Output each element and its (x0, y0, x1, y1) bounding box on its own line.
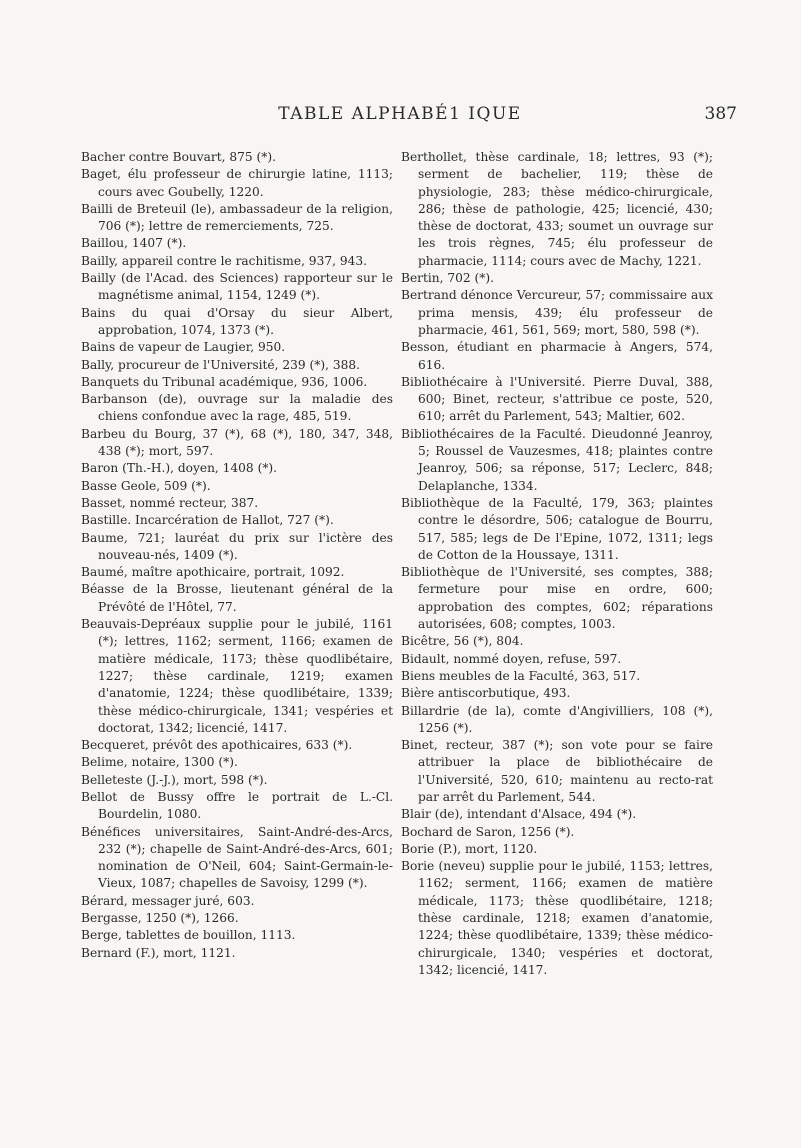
index-entry: Becqueret, prévôt des apothicaires, 633 (*). (81, 738, 353, 753)
page-number: 387 (704, 104, 737, 124)
index-entry: Bibliothécaire à l'Université. Pierre Duval, 388, 600; Binet, recteur, s'attribue ce poste, 520, 610; arrêt du Parlement, 543; Maltier, 602. (401, 374, 713, 424)
index-entry: Barbanson (de), ouvrage sur la maladie des chiens confondue avec la rage, 485, 519. (81, 392, 393, 424)
index-entry: Basse Geole, 509 (*). (81, 478, 211, 493)
index-entry: Bastille. Incarcération de Hallot, 727 (*). (81, 513, 334, 528)
index-entry: Bénéfices universitaires, Saint-André-des-Arcs, 232 (*); chapelle de Saint-André-des-Arcs, 601; nomination de O'Neil, 604; Saint-Germain-le-Vieux, 1087; chapelles de Savoisy, 1299 (*). (81, 824, 393, 891)
right-column (401, 149, 713, 979)
index-entry: Bière antiscorbutique, 493. (401, 686, 571, 701)
page-header (0, 104, 801, 128)
index-entry: Borie (P.), mort, 1120. (401, 841, 538, 856)
left-column (81, 149, 393, 962)
index-entry: Bergasse, 1250 (*), 1266. (81, 911, 239, 926)
index-entry: Binet, recteur, 387 (*); son vote pour se faire attribuer la place de bibliothécaire de l'Université, 520, 610; maintenu au recto-rat par arrêt du Parlement, 544. (401, 738, 713, 804)
index-entry: Bellot de Bussy offre le portrait de L.-Cl. Bourdelin, 1080. (81, 789, 393, 822)
index-entry: Baumé, maître apothicaire, portrait, 1092. (81, 565, 345, 580)
index-entry: Bertrand dénonce Vercureur, 57; commissaire aux prima mensis, 439; élu professeur de pharmacie, 461, 561, 569; mort, 580, 598 (*). (401, 288, 713, 337)
index-entry: Beauvais-Depréaux supplie pour le jubilé, 1161 (*); lettres, 1162; serment, 1166; examen de matière médicale, 1173; thèse quodlibétaire, 1227; thèse cardinale, 1219; examen d'anatomie, 1224; thèse quodlibétaire, 1339; thèse médico-chirurgicale, 1341; vespéries et doctorat, 1342; licencié, 1417. (81, 617, 393, 735)
index-entry: Bacher contre Bouvart, 875 (*). (81, 150, 277, 164)
index-entry: Baron (Th.-H.), doyen, 1408 (*). (81, 461, 278, 476)
index-entry: Bibliothèque de l'Université, ses comptes, 388; fermeture pour mise en ordre, 600; approbation des comptes, 602; réparations autorisées, 608; comptes, 1003. (401, 565, 713, 632)
index-entry: Bernard (F.), mort, 1121. (81, 945, 236, 960)
index-entry: Béasse de la Brosse, lieutenant général de la Prévôté de l'Hôtel, 77. (81, 582, 393, 614)
index-entry: Borie (neveu) supplie pour le jubilé, 1153; lettres, 1162; serment, 1166; examen de matière médicale, 1173; thèse quodlibétaire, 1218; thèse cardinale, 1218; examen d'anatomie, 1224; thèse quodlibétaire, 1339; thèse médico-chirurgicale, 1340; vespéries et doctorat, 1342; licencié, 1417. (401, 859, 713, 977)
index-entry: Bibliothécaires de la Faculté. Dieudonné Jeanroy, 5; Roussel de Vauzesmes, 418; plaintes contre Jeanroy, 506; sa réponse, 517; Leclerc, 848; Delaplanche, 1334. (401, 426, 713, 493)
index-entry: Berge, tablettes de bouillon, 1113. (81, 928, 296, 943)
index-entry: Billardrie (de la), comte d'Angivilliers, 108 (*), 1256 (*). (401, 703, 713, 735)
index-entry: Belleteste (J.-J.), mort, 598 (*). (81, 772, 268, 787)
index-entry: Bicêtre, 56 (*), 804. (401, 634, 524, 649)
index-entry: Bailli de Breteuil (le), ambassadeur de la religion, 706 (*); lettre de remerciements, 725. (81, 201, 393, 234)
index-entry: Bérard, messager juré, 603. (81, 893, 255, 908)
index-entry: Bibliothèque de la Faculté, 179, 363; plaintes contre le désordre, 506; catalogue de Bourru, 517, 585; legs de De l'Epine, 1072, 1311; legs de Cotton de la Houssaye, 1311. (401, 495, 713, 562)
index-entry: Bochard de Saron, 1256 (*). (401, 824, 575, 839)
index-entry: Blair (de), intendant d'Alsace, 494 (*). (401, 807, 637, 822)
index-entry: Baget, élu professeur de chirurgie latine, 1113; cours avec Goubelly, 1220. (81, 167, 393, 199)
index-entry: Baume, 721; lauréat du prix sur l'ictère des nouveau-nés, 1409 (*). (81, 530, 393, 562)
index-entry: Belime, notaire, 1300 (*). (81, 755, 238, 770)
index-entry: Bains du quai d'Orsay du sieur Albert, approbation, 1074, 1373 (*). (81, 305, 393, 337)
index-entry: Bains de vapeur de Laugier, 950. (81, 340, 286, 355)
index-entry: Banquets du Tribunal académique, 936, 1006. (81, 374, 368, 389)
index-entry: Barbeu du Bourg, 37 (*), 68 (*), 180, 347, 348, 438 (*); mort, 597. (81, 426, 393, 459)
running-title: TABLE ALPHABÉ1 IQUE (278, 104, 522, 124)
index-entry: Berthollet, thèse cardinale, 18; lettres, 93 (*); serment de bachelier, 119; thèse de physiologie, 283; thèse médico-chirurgicale, 286; thèse de pathologie, 425; licencié, 430; thèse de doctorat, 433; soumet un ouvrage sur les trois règnes, 745; élu professeur de pharmacie, 1114; cours avec de Machy, 1221. (401, 150, 713, 268)
index-entry: Baillou, 1407 (*). (81, 236, 187, 251)
index-entry: Basset, nommé recteur, 387. (81, 495, 259, 510)
index-entry: Biens meubles de la Faculté, 363, 517. (401, 668, 641, 683)
index-entry: Bailly, appareil contre le rachitisme, 937, 943. (81, 253, 367, 268)
index-entry: Besson, étudiant en pharmacie à Angers, 574, 616. (401, 340, 713, 372)
index-entry: Bally, procureur de l'Université, 239 (*), 388. (81, 357, 360, 372)
index-entry: Bidault, nommé doyen, refuse, 597. (401, 651, 622, 666)
index-entry: Bertin, 702 (*). (401, 271, 495, 286)
index-entry: Bailly (de l'Acad. des Sciences) rapporteur sur le magnétisme animal, 1154, 1249 (*). (81, 271, 393, 303)
